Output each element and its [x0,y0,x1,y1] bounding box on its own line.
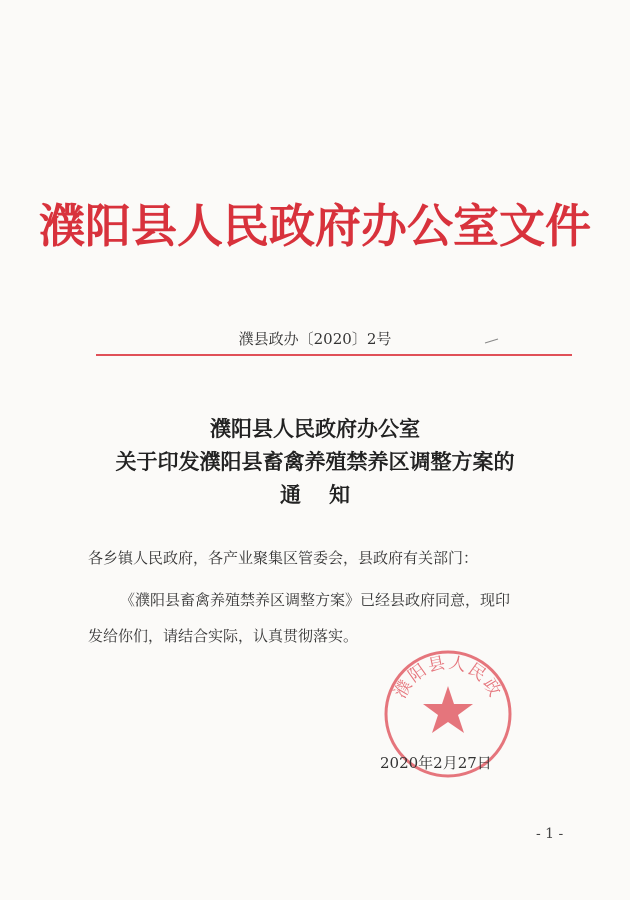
header-divider [96,354,572,356]
document-number: 濮县政办〔2020〕2号 [238,330,392,348]
page-number: - 1 - [536,826,564,842]
star-icon [423,686,473,733]
seal-text: 濮阳县人民政 [390,652,506,702]
document-date: 2020年2月27日 [380,754,492,772]
document-header-title: 濮阳县人民政府办公室文件 [39,199,591,253]
notice-title-line-1: 濮阳县人民政府办公室 [210,416,420,441]
body-paragraph-line-1: 《濮阳县畜禽养殖禁养区调整方案》已经县政府同意，现印 [120,591,511,609]
notice-title-line-3: 通知 [280,482,378,507]
notice-title-line-2: 关于印发濮阳县畜禽养殖禁养区调整方案的 [115,449,515,474]
notice-title [0,412,630,511]
salutation: 各乡镇人民政府，各产业聚集区管委会，县政府有关部门： [88,549,479,567]
body-paragraph [88,582,578,654]
pen-mark [484,338,500,344]
body-paragraph-line-2: 发给你们，请结合实际，认真贯彻落实。 [88,627,359,645]
